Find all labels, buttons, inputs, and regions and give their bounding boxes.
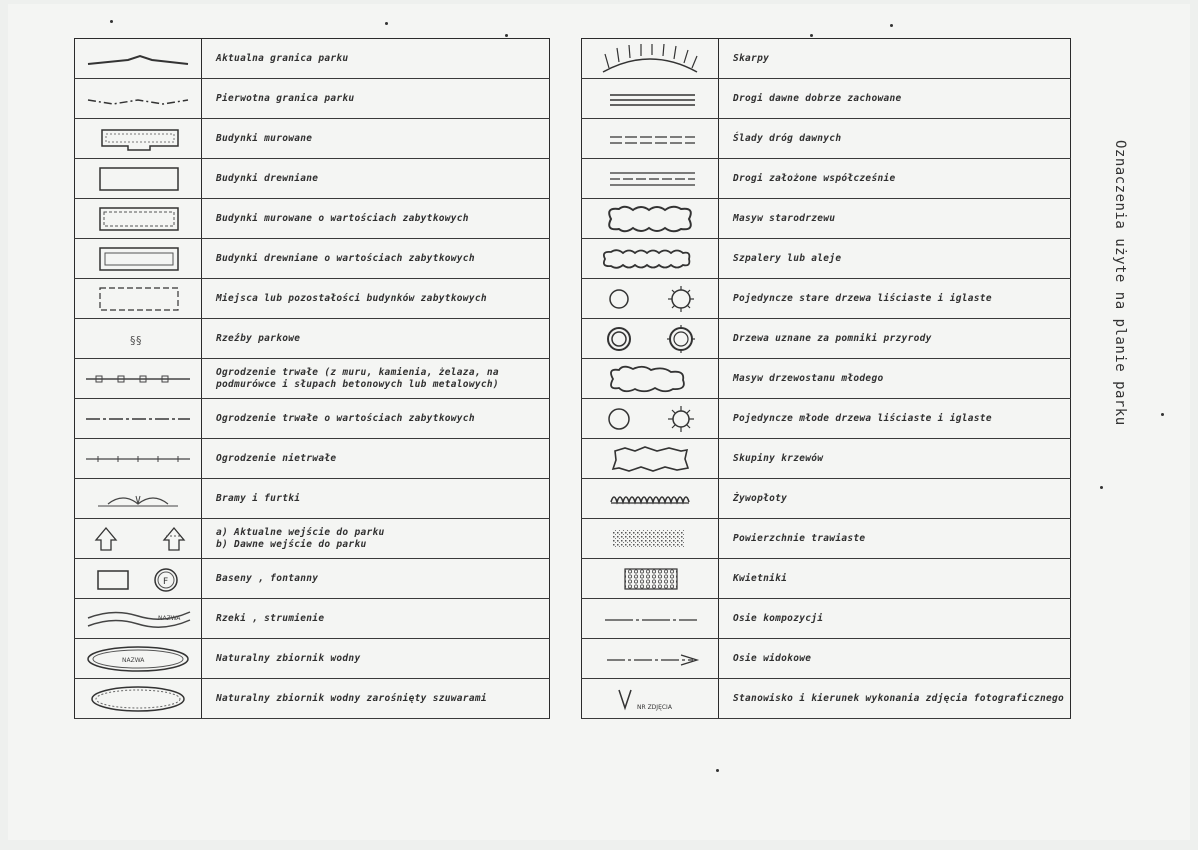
legend-row	[582, 239, 1071, 279]
modern-road-icon	[582, 159, 719, 199]
legend-label: Masyw starodrzewu	[719, 199, 1071, 239]
legend-row	[582, 559, 1071, 599]
legend-row	[582, 679, 1071, 719]
legend-row	[75, 319, 550, 359]
legend-row	[582, 639, 1071, 679]
shrub-group-icon	[582, 439, 719, 479]
legend-label: Ogrodzenie trwałe o wartościach zabytkowych	[202, 399, 550, 439]
legend-row	[75, 39, 550, 79]
sculpture-icon	[75, 319, 202, 359]
legend-row	[75, 519, 550, 559]
legend-row	[75, 159, 550, 199]
hedge-icon	[582, 479, 719, 519]
view-axis-icon	[582, 639, 719, 679]
svg-text:§: §	[130, 333, 136, 347]
gate-icon	[75, 479, 202, 519]
svg-text:F: F	[163, 576, 169, 587]
legend-row	[582, 79, 1071, 119]
scan-speck	[385, 22, 388, 25]
original-boundary-icon	[75, 79, 202, 119]
legend-row	[582, 319, 1071, 359]
legend-label: Pojedyncze stare drzewa liściaste i iglaste	[719, 279, 1071, 319]
historic-fence-icon	[75, 399, 202, 439]
road-traces-icon	[582, 119, 719, 159]
legend-table-left	[74, 38, 550, 719]
legend-row	[75, 439, 550, 479]
single-young-trees-icon	[582, 399, 719, 439]
legend-label: Stanowisko i kierunek wykonania zdjęcia fotograficznego	[719, 679, 1071, 719]
legend-row	[582, 119, 1071, 159]
legend-row	[582, 39, 1071, 79]
legend-table-right	[581, 38, 1071, 719]
legend-label: Pojedyncze młode drzewa liściaste i iglaste	[719, 399, 1071, 439]
legend-row	[75, 479, 550, 519]
legend-label: Masyw drzewostanu młodego	[719, 359, 1071, 399]
monument-trees-icon	[582, 319, 719, 359]
legend-label: Budynki murowane	[202, 119, 550, 159]
pond-name-text: NAZWA	[122, 656, 145, 664]
scan-speck	[1100, 486, 1103, 489]
scan-speck	[810, 34, 813, 37]
permanent-fence-icon	[75, 359, 202, 399]
young-stand-icon	[582, 359, 719, 399]
flowerbed-icon	[582, 559, 719, 599]
legend-row	[582, 479, 1071, 519]
scan-speck	[110, 20, 113, 23]
old-road-icon	[582, 79, 719, 119]
old-tree-mass-icon	[582, 199, 719, 239]
legend-label: Budynki drewniane	[202, 159, 550, 199]
pool-fountain-icon	[75, 559, 202, 599]
legend-row	[582, 279, 1071, 319]
legend-row	[582, 359, 1071, 399]
legend-label: Żywopłoty	[719, 479, 1071, 519]
overgrown-pond-icon	[75, 679, 202, 719]
legend-label: Drogi dawne dobrze zachowane	[719, 79, 1071, 119]
legend-row	[75, 599, 550, 639]
composition-axis-icon	[582, 599, 719, 639]
legend-row	[75, 119, 550, 159]
legend-label: Naturalny zbiornik wodny	[202, 639, 550, 679]
entrance-arrows-icon	[75, 519, 202, 559]
legend-row	[75, 639, 550, 679]
legend-row	[582, 439, 1071, 479]
scan-speck	[505, 34, 508, 37]
legend-label: Pierwotna granica parku	[202, 79, 550, 119]
legend-row	[75, 79, 550, 119]
brick-building-icon	[75, 119, 202, 159]
legend-label: Drogi założone współcześnie	[719, 159, 1071, 199]
legend-row	[75, 399, 550, 439]
legend-label: Ślady dróg dawnych	[719, 119, 1071, 159]
legend-row	[75, 279, 550, 319]
photo-position-icon	[582, 679, 719, 719]
legend-row	[582, 159, 1071, 199]
legend-row	[75, 559, 550, 599]
single-old-trees-icon	[582, 279, 719, 319]
legend-label: Rzeki , strumienie	[202, 599, 550, 639]
legend-row	[582, 519, 1071, 559]
grass-icon	[582, 519, 719, 559]
escarpment-icon	[582, 39, 719, 79]
river-name-text: NAZWA	[158, 614, 181, 622]
legend-row	[582, 399, 1071, 439]
legend-label: Powierzchnie trawiaste	[719, 519, 1071, 559]
legend-label: Skarpy	[719, 39, 1071, 79]
legend-label: Skupiny krzewów	[719, 439, 1071, 479]
scan-speck	[716, 769, 719, 772]
historic-brick-building-icon	[75, 199, 202, 239]
legend-label: Szpalery lub aleje	[719, 239, 1071, 279]
legend-label: Naturalny zbiornik wodny zarośnięty szuwarami	[202, 679, 550, 719]
legend-label: Miejsca lub pozostałości budynków zabytkowych	[202, 279, 550, 319]
river-icon	[75, 599, 202, 639]
wooden-building-icon	[75, 159, 202, 199]
legend-row	[75, 359, 550, 399]
temporary-fence-icon	[75, 439, 202, 479]
legend-label: Drzewa uznane za pomniki przyrody	[719, 319, 1071, 359]
scan-speck	[1161, 413, 1164, 416]
alley-icon	[582, 239, 719, 279]
legend-label: Ogrodzenie trwałe (z muru, kamienia, żelaza, na podmurówce i słupach betonowych lub metalowych)	[202, 359, 550, 399]
legend-label: Osie kompozycji	[719, 599, 1071, 639]
scan-speck	[890, 24, 893, 27]
legend-label: Bramy i furtki	[202, 479, 550, 519]
legend-label: Budynki murowane o wartościach zabytkowych	[202, 199, 550, 239]
legend-label: Budynki drewniane o wartościach zabytkowych	[202, 239, 550, 279]
legend-title: Oznaczenia użyte na planie parku	[1112, 140, 1128, 426]
legend-label: Rzeźby parkowe	[202, 319, 550, 359]
legend-label: Baseny , fontanny	[202, 559, 550, 599]
legend-label: Osie widokowe	[719, 639, 1071, 679]
svg-text:§: §	[136, 333, 142, 347]
legend-row	[75, 679, 550, 719]
legend-label: Ogrodzenie nietrwałe	[202, 439, 550, 479]
legend-row	[75, 199, 550, 239]
legend-label: Aktualna granica parku	[202, 39, 550, 79]
building-remains-icon	[75, 279, 202, 319]
historic-wooden-building-icon	[75, 239, 202, 279]
photo-number-text: NR ZDJĘCIA	[637, 703, 672, 711]
legend-row	[582, 199, 1071, 239]
natural-pond-icon	[75, 639, 202, 679]
legend-label: Kwietniki	[719, 559, 1071, 599]
legend-row	[75, 239, 550, 279]
current-boundary-icon	[75, 39, 202, 79]
legend-label: a) Aktualne wejście do parku b) Dawne wejście do parku	[202, 519, 550, 559]
legend-row	[582, 599, 1071, 639]
